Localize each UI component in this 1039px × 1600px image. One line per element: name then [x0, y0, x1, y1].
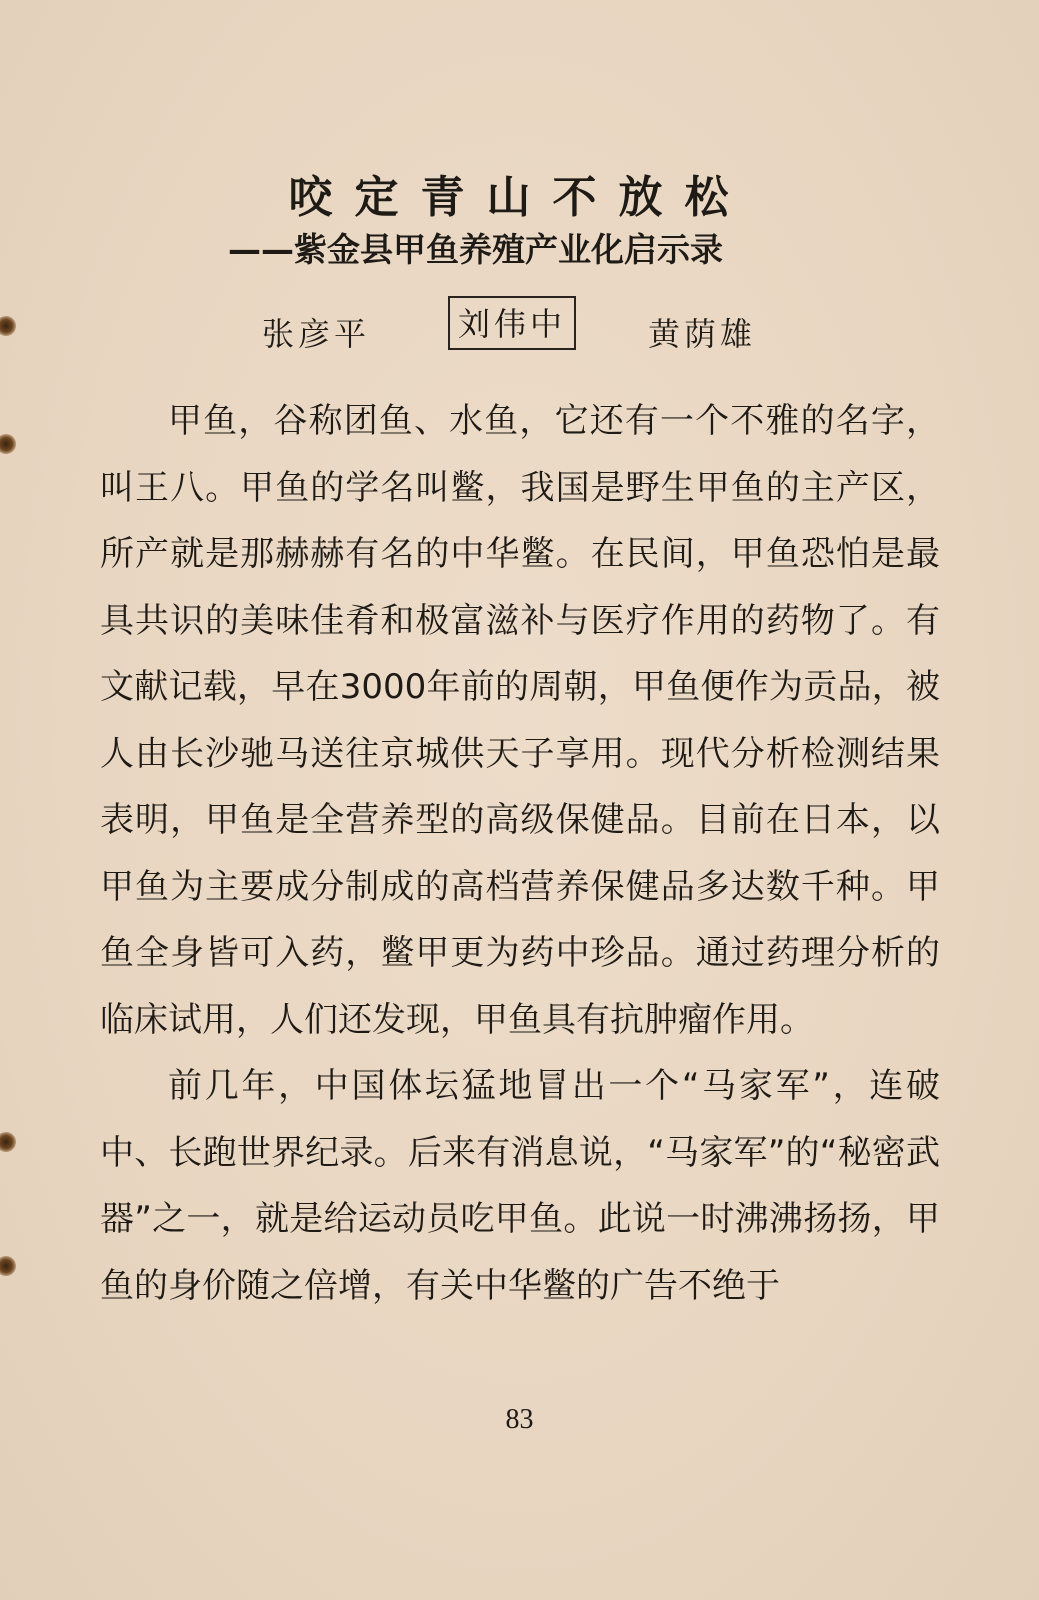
- author-name: 黄荫雄: [648, 315, 757, 353]
- body-paragraph: 甲鱼，谷称团鱼、水鱼，它还有一个不雅的名字，叫王八。甲鱼的学名叫鳖，我国是野生甲鱼的主产区，所产就是那赫赫有名的中华鳖。在民间，甲鱼恐怕是最具共识的美味佳肴和极富滋补与医疗作用的药物了。有文献记载，早在3000年前的周朝，甲鱼便作为贡品，被人由长沙驰马送往京城供天子享用。现代分析检测结果表明，甲鱼是全营养型的高级保健品。目前在日本，以甲鱼为主要成分制成的高档营养保健品多达数千种。甲鱼全身皆可入药，鳖甲更为药中珍品。通过药理分析的临床试用，人们还发现，甲鱼具有抗肿瘤作用。: [100, 401, 940, 1040]
- author-name: 张彦平: [262, 315, 371, 353]
- body-paragraph: 前几年，中国体坛猛地冒出一个“马家军”，连破中、长跑世界纪录。后来有消息说，“马家军”的“秘密武器”之一，就是给运动员吃甲鱼。此说一时沸沸扬扬，甲鱼的身价随之倍增，有关中华鳖的广告不绝于: [100, 1066, 940, 1306]
- page-number: 83: [505, 1404, 534, 1435]
- author-name-boxed: 刘伟中: [448, 296, 576, 350]
- binding-hole-mark: [0, 1256, 16, 1276]
- binding-hole-mark: [0, 316, 16, 336]
- binding-hole-mark: [0, 434, 16, 454]
- article-body: [100, 388, 940, 1319]
- binding-hole-mark: [0, 1132, 16, 1152]
- article-subtitle: ——紫金县甲鱼养殖产业化启示录: [228, 230, 723, 269]
- article-title: 咬定青山不放松: [288, 172, 751, 223]
